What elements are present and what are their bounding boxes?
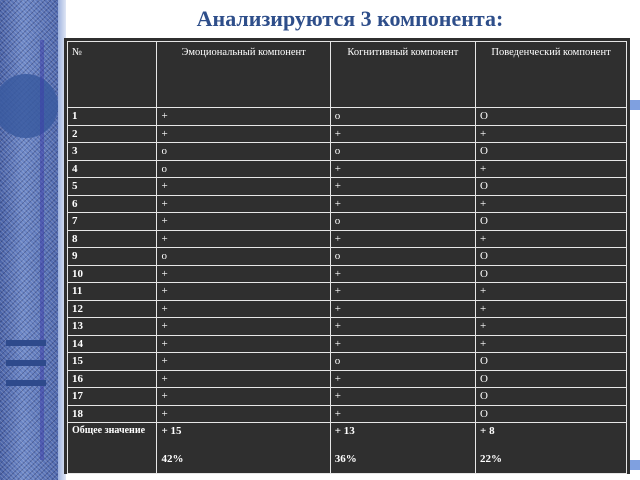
cell-cognitive: + <box>330 300 475 318</box>
cell-cognitive: + <box>330 370 475 388</box>
cell-behavioral: + <box>476 230 627 248</box>
header-emotional: Эмоциональный компонент <box>157 42 330 108</box>
table-row <box>68 213 627 231</box>
table-row <box>68 353 627 371</box>
cell-emotional: о <box>157 160 330 178</box>
components-table-container <box>64 38 630 474</box>
cell-emotional: + <box>157 195 330 213</box>
cell-number: 14 <box>68 335 157 353</box>
cell-emotional: + <box>157 178 330 196</box>
table-row <box>68 283 627 301</box>
cell-emotional: + <box>157 335 330 353</box>
table-row <box>68 230 627 248</box>
cell-cognitive: о <box>330 213 475 231</box>
cell-cognitive: + <box>330 178 475 196</box>
cell-emotional: + <box>157 300 330 318</box>
cell-behavioral: + <box>476 195 627 213</box>
cell-behavioral: О <box>476 388 627 406</box>
cell-emotional: + <box>157 405 330 423</box>
cell-number: 6 <box>68 195 157 213</box>
cell-number: 12 <box>68 300 157 318</box>
cell-cognitive: + <box>330 388 475 406</box>
table-row <box>68 160 627 178</box>
decorative-bar <box>6 380 46 386</box>
cell-emotional: + <box>157 108 330 126</box>
cell-emotional: + <box>157 370 330 388</box>
header-behavioral: Поведенческий компонент <box>476 42 627 108</box>
cell-emotional: о <box>157 248 330 266</box>
cell-emotional: + <box>157 265 330 283</box>
cell-cognitive: + <box>330 125 475 143</box>
cell-number: 8 <box>68 230 157 248</box>
cell-emotional: + <box>157 353 330 371</box>
cell-number: 15 <box>68 353 157 371</box>
table-row <box>68 178 627 196</box>
table-row <box>68 300 627 318</box>
table-row <box>68 388 627 406</box>
cell-behavioral: + <box>476 283 627 301</box>
cell-number: 2 <box>68 125 157 143</box>
slide-title: Анализируются 3 компонента: <box>196 6 504 31</box>
cell-behavioral: О <box>476 178 627 196</box>
cell-cognitive: + <box>330 405 475 423</box>
cell-emotional: + <box>157 388 330 406</box>
table-row <box>68 405 627 423</box>
cell-cognitive: + <box>330 265 475 283</box>
cell-behavioral: О <box>476 353 627 371</box>
summary-row <box>68 423 627 474</box>
cell-behavioral: О <box>476 213 627 231</box>
cell-number: 16 <box>68 370 157 388</box>
summary-emotional <box>157 423 330 474</box>
cell-number: 1 <box>68 108 157 126</box>
summary-cognitive-percent: 36% <box>334 453 357 465</box>
cell-cognitive: + <box>330 160 475 178</box>
cell-behavioral: + <box>476 160 627 178</box>
cell-number: 11 <box>68 283 157 301</box>
summary-emotional-percent: 42% <box>161 453 184 465</box>
cell-number: 4 <box>68 160 157 178</box>
cell-behavioral: О <box>476 248 627 266</box>
cell-emotional: + <box>157 125 330 143</box>
cell-emotional: + <box>157 318 330 336</box>
table-row <box>68 108 627 126</box>
cell-emotional: + <box>157 230 330 248</box>
cell-behavioral: + <box>476 125 627 143</box>
cell-cognitive: + <box>330 335 475 353</box>
summary-cognitive <box>330 423 475 474</box>
cell-number: 5 <box>68 178 157 196</box>
decorative-square <box>630 100 640 110</box>
table-row <box>68 143 627 161</box>
table-row <box>68 265 627 283</box>
cell-number: 18 <box>68 405 157 423</box>
cell-number: 17 <box>68 388 157 406</box>
cell-emotional: + <box>157 213 330 231</box>
table-row <box>68 248 627 266</box>
cell-cognitive: о <box>330 248 475 266</box>
header-number: № <box>68 42 157 108</box>
table-row <box>68 195 627 213</box>
table-row <box>68 318 627 336</box>
components-table <box>67 41 627 474</box>
cell-cognitive: + <box>330 195 475 213</box>
cell-number: 10 <box>68 265 157 283</box>
table-row <box>68 370 627 388</box>
cell-cognitive: о <box>330 143 475 161</box>
table-row <box>68 335 627 353</box>
cell-cognitive: о <box>330 108 475 126</box>
decorative-side-strip <box>0 0 58 480</box>
table-body <box>68 108 627 474</box>
cell-behavioral: О <box>476 108 627 126</box>
table-header-row <box>68 42 627 108</box>
cell-cognitive: + <box>330 318 475 336</box>
cell-behavioral: О <box>476 370 627 388</box>
cell-behavioral: О <box>476 143 627 161</box>
summary-behavioral-count: + 8 <box>480 425 495 437</box>
cell-cognitive: о <box>330 353 475 371</box>
cell-number: 7 <box>68 213 157 231</box>
cell-behavioral: О <box>476 265 627 283</box>
summary-behavioral-percent: 22% <box>480 453 503 465</box>
cell-emotional: + <box>157 283 330 301</box>
decorative-square <box>630 460 640 470</box>
summary-emotional-count: + 15 <box>161 425 182 437</box>
cell-behavioral: + <box>476 335 627 353</box>
summary-label: Общее значение <box>68 423 157 474</box>
cell-number: 13 <box>68 318 157 336</box>
cell-cognitive: + <box>330 230 475 248</box>
cell-behavioral: + <box>476 318 627 336</box>
cell-cognitive: + <box>330 283 475 301</box>
decorative-bar <box>6 340 46 346</box>
cell-behavioral: + <box>476 300 627 318</box>
summary-cognitive-count: + 13 <box>334 425 355 437</box>
header-cognitive: Когнитивный компонент <box>330 42 475 108</box>
summary-behavioral <box>476 423 627 474</box>
cell-emotional: о <box>157 143 330 161</box>
cell-number: 9 <box>68 248 157 266</box>
decorative-bar <box>6 360 46 366</box>
decorative-vertical-bar <box>40 40 44 460</box>
cell-number: 3 <box>68 143 157 161</box>
table-row <box>68 125 627 143</box>
cell-behavioral: О <box>476 405 627 423</box>
